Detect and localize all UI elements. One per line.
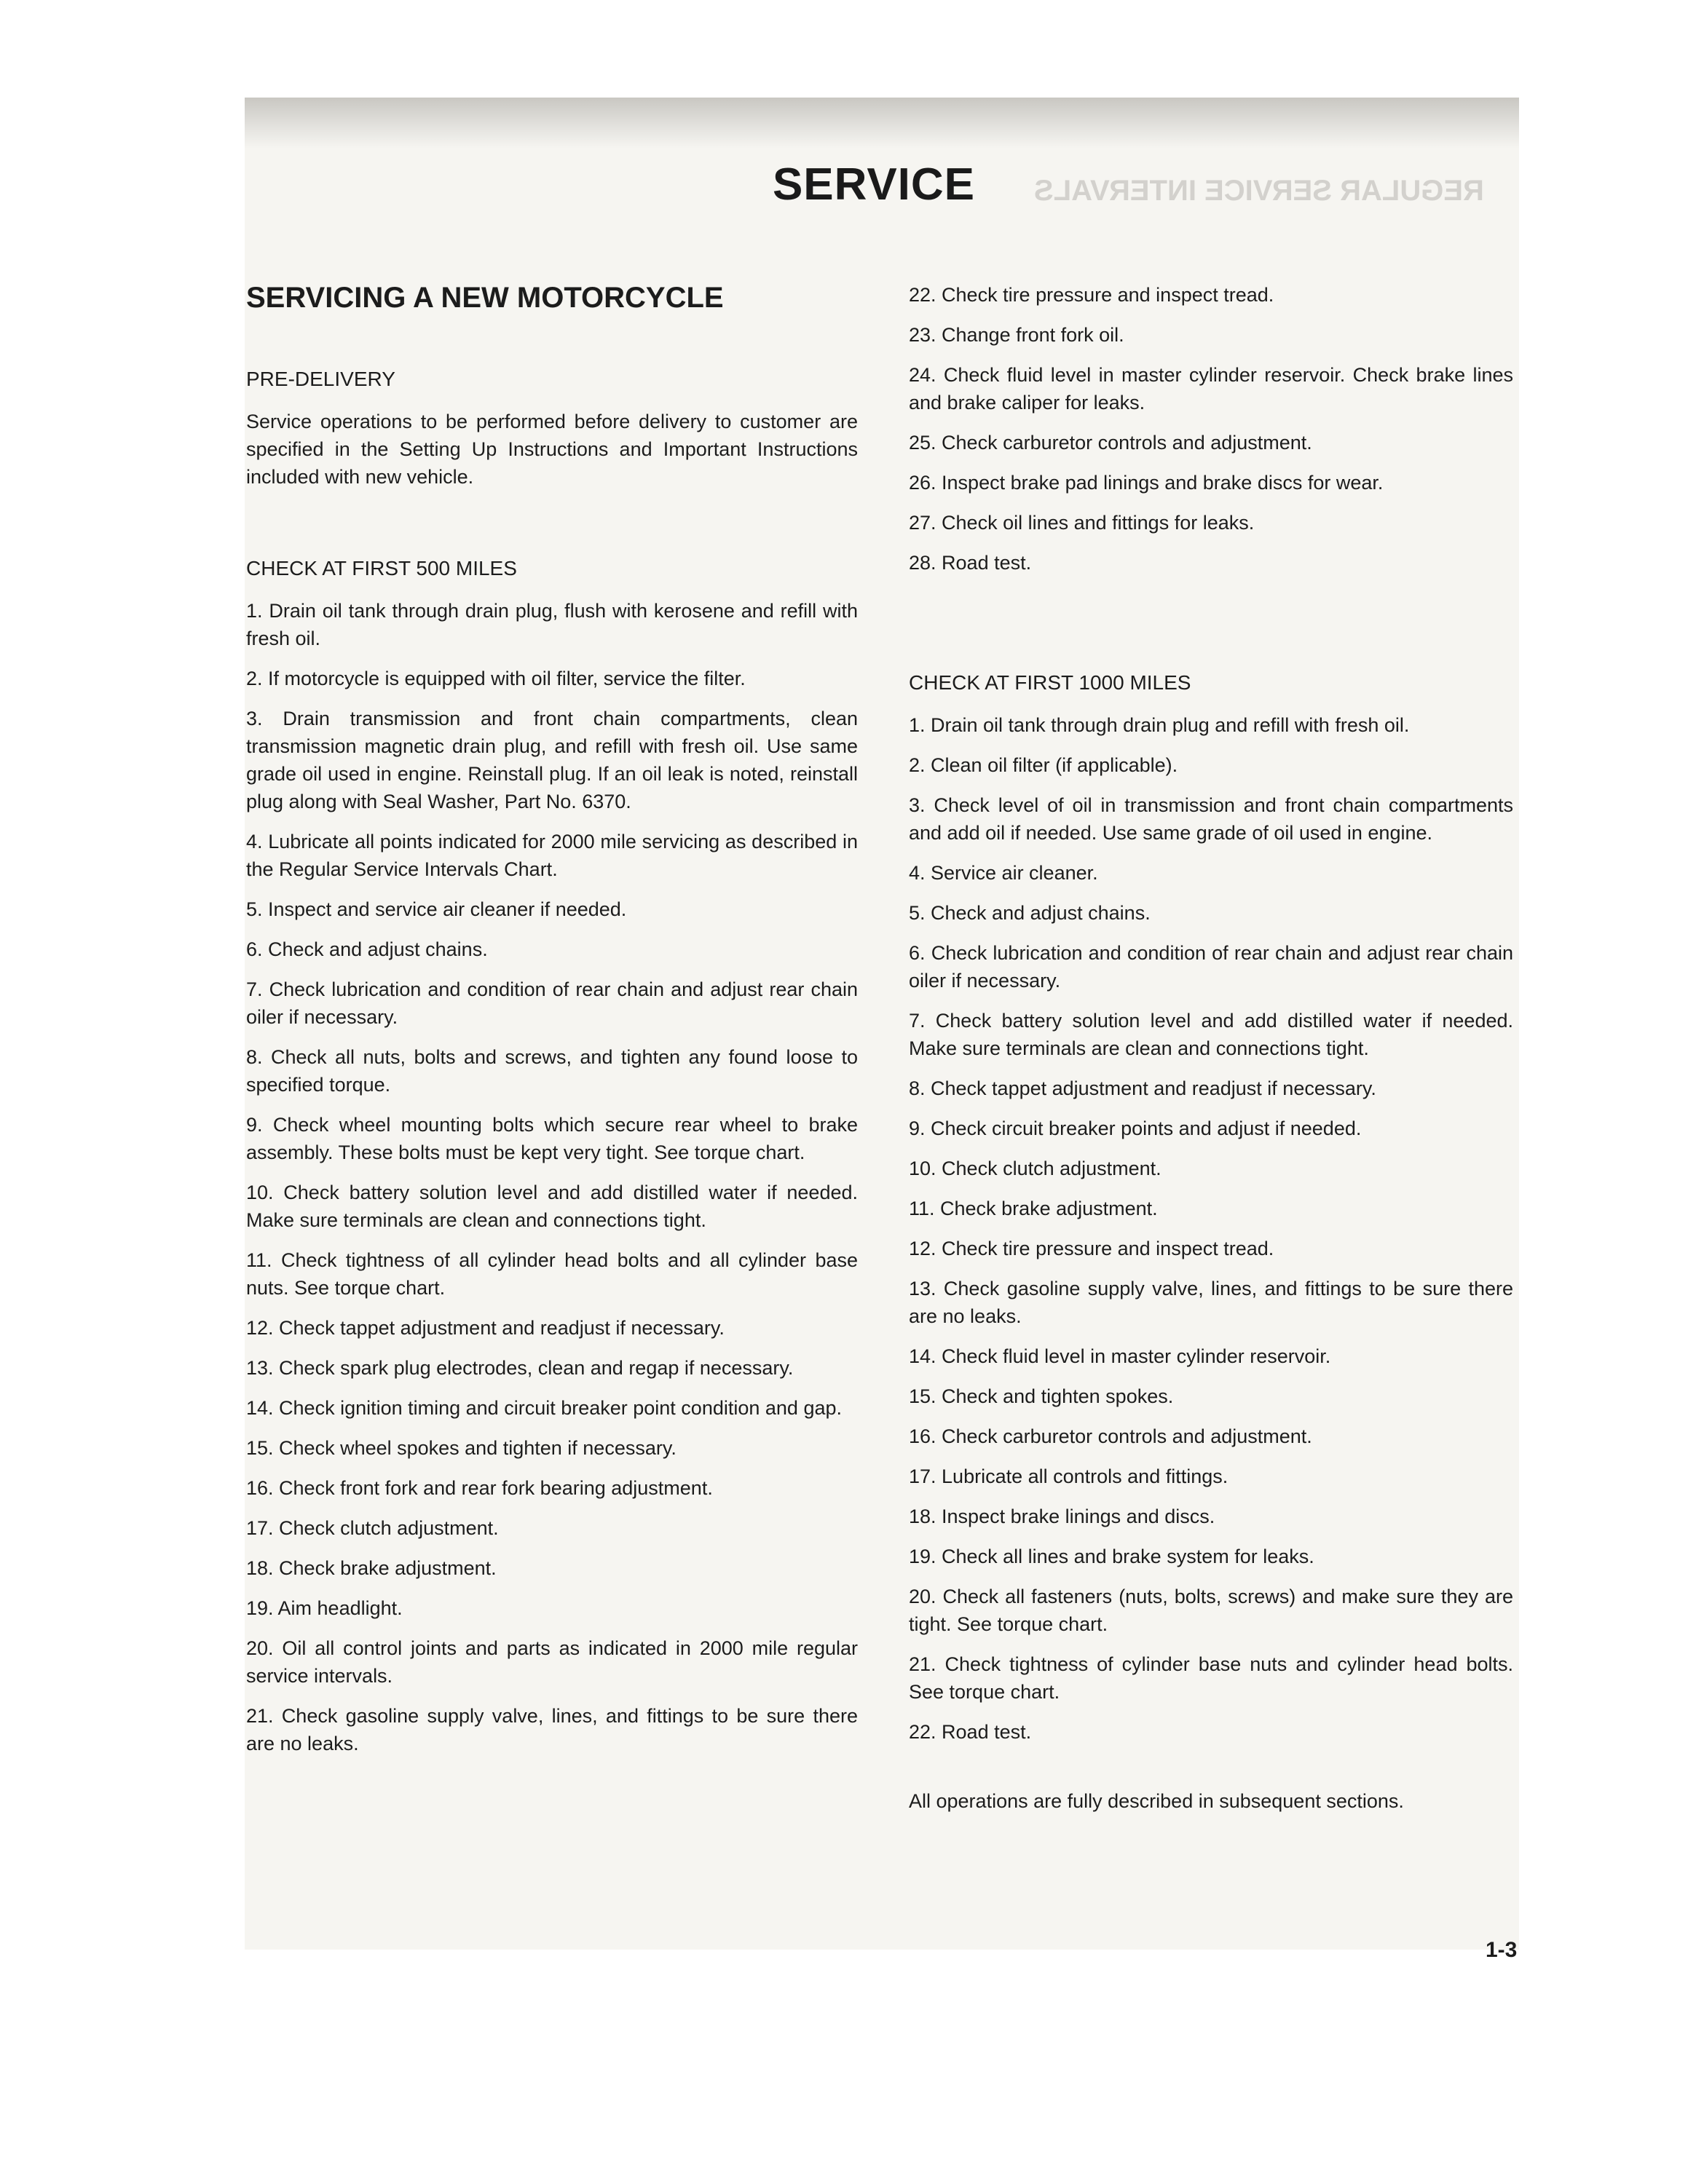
list-item: 8. Check tappet adjustment and readjust if necessary.	[909, 1077, 1376, 1099]
scan-shadow	[245, 98, 1519, 149]
list-item: 6. Check and adjust chains.	[246, 938, 488, 960]
list-item: 20. Oil all control joints and parts as indicated in 2000 mile regular service intervals.	[246, 1637, 858, 1687]
list-item: 16. Check carburetor controls and adjustment.	[909, 1425, 1312, 1447]
list-item: 9. Check circuit breaker points and adjust if needed.	[909, 1117, 1362, 1139]
list-item: 7. Check lubrication and condition of rear chain and adjust rear chain oiler if necessary.	[246, 978, 858, 1028]
list-item: 2. If motorcycle is equipped with oil filter, service the filter.	[246, 668, 746, 689]
list-item: 8. Check all nuts, bolts and screws, and tighten any found loose to specified torque.	[246, 1046, 858, 1096]
list-item: 1. Drain oil tank through drain plug, flush with kerosene and refill with fresh oil.	[246, 600, 858, 649]
list-item: 25. Check carburetor controls and adjustment.	[909, 432, 1312, 454]
list-item: 15. Check wheel spokes and tighten if necessary.	[246, 1437, 677, 1459]
check-500-heading: CHECK AT FIRST 500 MILES	[246, 557, 517, 579]
list-item: 14. Check ignition timing and circuit breaker point condition and gap.	[246, 1397, 842, 1419]
list-item: 9. Check wheel mounting bolts which secure rear wheel to brake assembly. These bolts must be kept very tight. See torque chart.	[246, 1114, 858, 1163]
predelivery-paragraph: Service operations to be performed before delivery to customer are specified in the Setting Up Instructions and Important Instructions included with new vehicle.	[246, 411, 858, 488]
list-item: 20. Check all fasteners (nuts, bolts, screws) and make sure they are tight. See torque chart.	[909, 1586, 1513, 1635]
list-item: 1. Drain oil tank through drain plug and refill with fresh oil.	[909, 714, 1410, 736]
list-item: 19. Check all lines and brake system for leaks.	[909, 1546, 1314, 1567]
list-item: 6. Check lubrication and condition of rear chain and adjust rear chain oiler if necessary.	[909, 942, 1513, 992]
list-item: 19. Aim headlight.	[246, 1597, 403, 1619]
list-item: 13. Check spark plug electrodes, clean and regap if necessary.	[246, 1357, 794, 1379]
list-item: 4. Lubricate all points indicated for 2000 mile servicing as described in the Regular Service Intervals Chart.	[246, 831, 858, 880]
list-item: 14. Check fluid level in master cylinder reservoir.	[909, 1345, 1331, 1367]
list-item: 18. Check brake adjustment.	[246, 1557, 497, 1579]
bleed-through-heading: REGULAR SERVICE INTERVALS	[1034, 175, 1484, 207]
list-item: 17. Lubricate all controls and fittings.	[909, 1465, 1228, 1487]
footer-note: All operations are fully described in subsequent sections.	[909, 1790, 1404, 1812]
list-item: 3. Check level of oil in transmission and front chain compartments and add oil if needed. Use same grade of oil used in engine.	[909, 794, 1513, 844]
list-item: 18. Inspect brake linings and discs.	[909, 1506, 1215, 1527]
list-item: 10. Check clutch adjustment.	[909, 1158, 1162, 1179]
check-1000-heading: CHECK AT FIRST 1000 MILES	[909, 671, 1191, 694]
list-item: 26. Inspect brake pad linings and brake discs for wear.	[909, 472, 1384, 494]
list-item: 12. Check tappet adjustment and readjust if necessary.	[246, 1317, 725, 1339]
list-item: 5. Check and adjust chains.	[909, 902, 1151, 924]
list-item: 17. Check clutch adjustment.	[246, 1517, 499, 1539]
list-item: 27. Check oil lines and fittings for leaks.	[909, 512, 1255, 534]
list-item: 13. Check gasoline supply valve, lines, and fittings to be sure there are no leaks.	[909, 1278, 1513, 1327]
check-1000-list	[909, 711, 1513, 1746]
list-item: 7. Check battery solution level and add distilled water if needed. Make sure terminals are clean and connections tight.	[909, 1010, 1513, 1059]
list-item: 21. Check tightness of cylinder base nuts and cylinder head bolts. See torque chart.	[909, 1653, 1513, 1703]
list-item: 15. Check and tighten spokes.	[909, 1385, 1174, 1407]
page-title: SERVICE	[772, 159, 976, 210]
list-item: 21. Check gasoline supply valve, lines, and fittings to be sure there are no leaks.	[246, 1705, 858, 1754]
page-number: 1-3	[1486, 1938, 1518, 1962]
list-item: 10. Check battery solution level and add distilled water if needed. Make sure terminals are clean and connections tight.	[246, 1182, 858, 1231]
check-500-list	[246, 597, 858, 1757]
list-item: 12. Check tire pressure and inspect tread.	[909, 1238, 1274, 1259]
right-column	[909, 281, 1513, 1815]
list-item: 23. Change front fork oil.	[909, 324, 1124, 346]
list-item: 22. Check tire pressure and inspect tread.	[909, 284, 1274, 306]
list-item: 22. Road test.	[909, 1721, 1032, 1743]
list-item: 11. Check tightness of all cylinder head bolts and all cylinder base nuts. See torque chart.	[246, 1249, 858, 1299]
list-item: 2. Clean oil filter (if applicable).	[909, 754, 1178, 776]
list-item: 3. Drain transmission and front chain compartments, clean transmission magnetic drain plug, and refill with fresh oil. Use same grade oil used in engine. Reinstall plug. If an oil leak is noted, reinstall plug along with Seal Washer, Part No. 6370.	[246, 708, 858, 812]
continued-list	[909, 281, 1513, 577]
left-column	[246, 281, 858, 1770]
list-item: 28. Road test.	[909, 552, 1032, 574]
section-heading: SERVICING A NEW MOTORCYCLE	[246, 282, 724, 314]
list-item: 5. Inspect and service air cleaner if needed.	[246, 898, 627, 920]
list-item: 11. Check brake adjustment.	[909, 1198, 1158, 1219]
list-item: 16. Check front fork and rear fork bearing adjustment.	[246, 1477, 713, 1499]
list-item: 24. Check fluid level in master cylinder reservoir. Check brake lines and brake caliper for leaks.	[909, 364, 1513, 414]
predelivery-heading: PRE-DELIVERY	[246, 368, 395, 390]
list-item: 4. Service air cleaner.	[909, 862, 1098, 884]
